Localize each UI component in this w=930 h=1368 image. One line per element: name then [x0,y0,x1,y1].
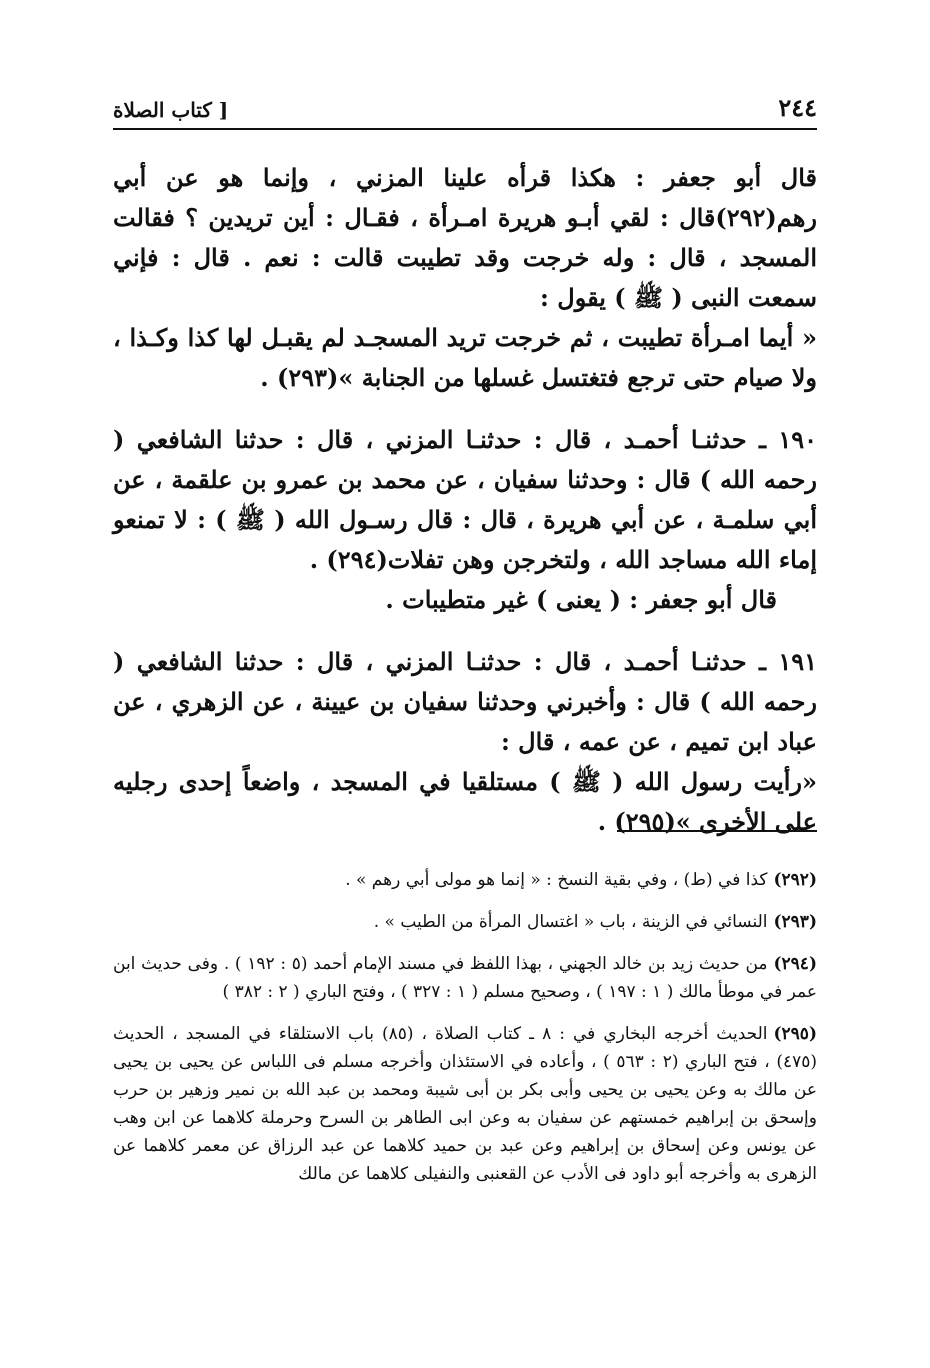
main-text [113,158,817,842]
footnote-separator [617,830,817,832]
page-header [113,90,817,130]
paragraph: قال أبو جعفر : ( يعنى ) غير متطيبات . [385,585,777,614]
footnote-number: (٢٩٤) [773,954,817,974]
footnote-number: (٢٩٣) [773,912,817,932]
footnote-number: (٢٩٥) [773,1024,817,1044]
paragraph: قال أبو جعفر : هكذا قرأه علينا المزني ، وإنما هو عن أبي رهم(٢٩٢)قال : لقي أبـو هريرة امـرأة ، فقـال : أين تريدين ؟ فقالت المسجد ، قال : وله خرجت وقد تطيبت قالت : نعم . قال : فإني سمعت النبى ( ﷺ ) يقول : [113,163,817,312]
footnotes [113,866,817,1202]
paragraph: « أيما امـرأة تطيبت ، ثم خرجت تريد المسجـد لم يقبـل لها كذا وكـذا ، ولا صيام حتى ترجع فتغتسل غسلها من الجنابة »(٢٩٣) . [113,323,817,392]
page-number: ٢٤٤ [778,93,817,122]
hadith-190: ١٩٠ ـ حدثنـا أحمـد ، قال : حدثنـا المزني ، قال : حدثنا الشافعي ( رحمه الله ) قال : وحدثنا سفيان ، عن محمد بن عمرو بن علقمة ، عن أبي سلمـة ، عن أبي هريرة ، قال : قال رسـول الله ( ﷺ ) : لا تمنعو إماء الله مساجد الله ، ولتخرجن وهن تفلات(٢٩٤) . [113,425,817,574]
footnote-number: (٢٩٢) [773,870,817,890]
footnote-text: الحديث أخرجه البخاري في : ٨ ـ كتاب الصلاة ، (٨٥) باب الاستلقاء في المسجد ، الحديث (٤٧٥) ، فتح الباري (٢ : ٥٦٣ ) ، وأعاده في الاستئذان وأخرجه مسلم فى اللباس عن يحيى بن يحيى عن مالك به وعن يحيى بن يحيى وأبى بكر بن أبى شيبة ومحمد بن عبد الله بن نمير وزهير بن حرب وإسحق بن إبراهيم خمستهم عن سفيان به وعن ابى الطاهر بن السرح وحرملة كلاهما عن ابن وهب عن يونس وعن إسحاق بن إبراهيم وعن عبد بن حميد كلاهما عن عبد الرزاق عن معمر كلاهما عن الزهرى به وأخرجه أبو داود فى الأدب عن القعنبى والنفيلى كلاهما عن مالك [113,1024,817,1184]
footnote-text: النسائي في الزينة ، باب « اغتسال المرأة من الطيب » . [373,912,768,932]
footnote [113,866,817,894]
footnote-text: كذا في (ط) ، وفي بقية النسخ : « إنما هو مولى أبي رهم » . [345,870,768,890]
running-head: [ كتاب الصلاة [113,98,229,122]
footnote [113,1020,817,1188]
paragraph: «رأيت رسول الله ( ﷺ ) مستلقيا في المسجد ، واضعاً إحدى رجليه على الأخرى »(٢٩٥) . [113,767,817,836]
footnote [113,950,817,1006]
hadith-191: ١٩١ ـ حدثنـا أحمـد ، قال : حدثنـا المزني ، قال : حدثنا الشافعي ( رحمه الله ) قال : وأخبرني وحدثنا سفيان بن عيينة ، عن الزهري ، عن عباد ابن تميم ، عن عمه ، قال : [113,647,817,756]
footnote [113,908,817,936]
footnote-text: من حديث زيد بن خالد الجهني ، بهذا اللفظ في مسند الإمام أحمد (٥ : ١٩٢ ) . وفى حديث ابن عمر في موطأ مالك ( ١ : ١٩٧ ) ، وصحيح مسلم ( ١ : ٣٢٧ ) ، وفتح الباري ( ٢ : ٣٨٢ ) [113,954,817,1002]
